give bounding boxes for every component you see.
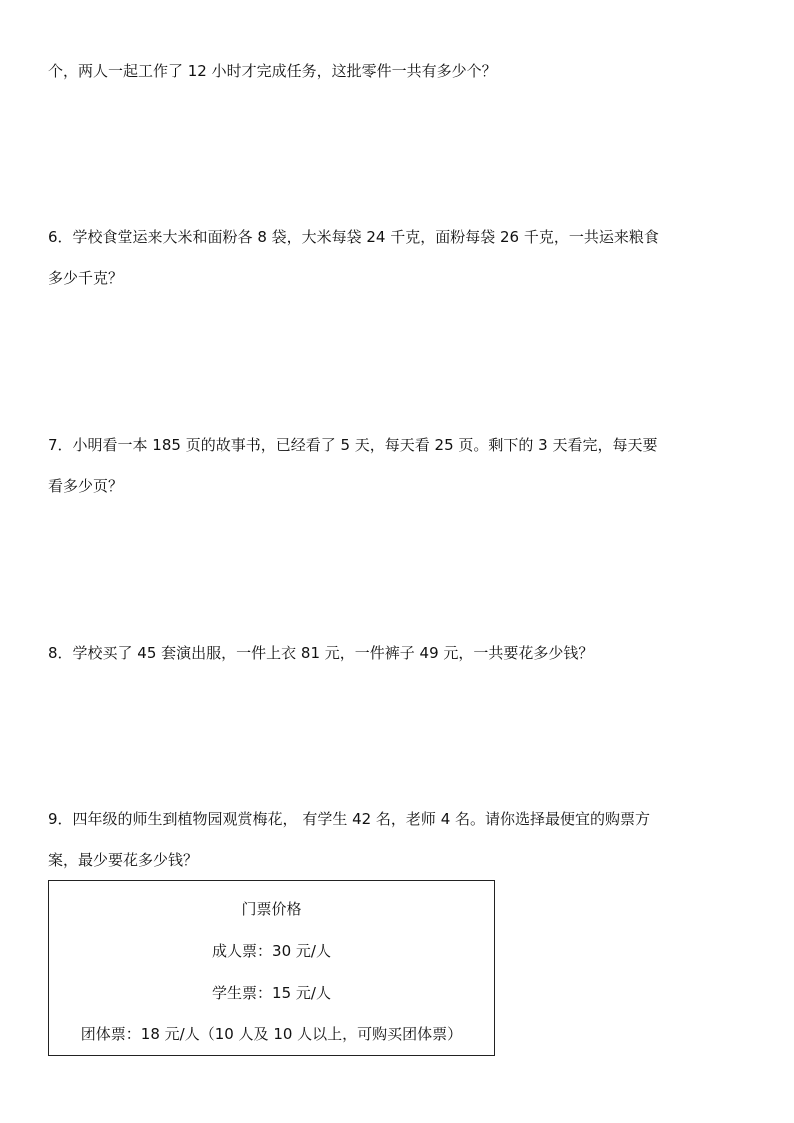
ticket-price-title: 门票价格 (241, 900, 302, 918)
problem-8-line-1: 8．学校买了 45 套演出服，一件上衣 81 元，一件裤子 49 元，一共要花多少钱？ (48, 644, 594, 662)
problem-6-line-2: 多少千克？ (48, 269, 124, 287)
problem-7-line-1: 7．小明看一本 185 页的故事书，已经看了 5 天，每天看 25 页。剩下的 3 天看完，每天要 (48, 436, 658, 454)
problem-6-line-1: 6．学校食堂运来大米和面粉各 8 袋，大米每袋 24 千克，面粉每袋 26 千克，一共运来粮食 (48, 228, 659, 246)
problem-9-line-1: 9．四年级的师生到植物园观赏梅花， 有学生 42 名，老师 4 名。请你选择最便宜的购票方 (48, 810, 651, 828)
group-ticket-price: 团体票：18 元/人（10 人及 10 人以上，可购买团体票） (80, 1025, 463, 1043)
problem-7-line-2: 看多少页？ (48, 477, 124, 495)
problem-5-line-2: 个，两人一起工作了 12 小时才完成任务，这批零件一共有多少个？ (48, 62, 497, 80)
student-ticket-price: 学生票：15 元/人 (212, 984, 331, 1002)
problem-9-line-2: 案，最少要花多少钱？ (48, 851, 199, 869)
adult-ticket-price: 成人票：30 元/人 (212, 942, 331, 960)
ticket-price-box (48, 880, 495, 1056)
